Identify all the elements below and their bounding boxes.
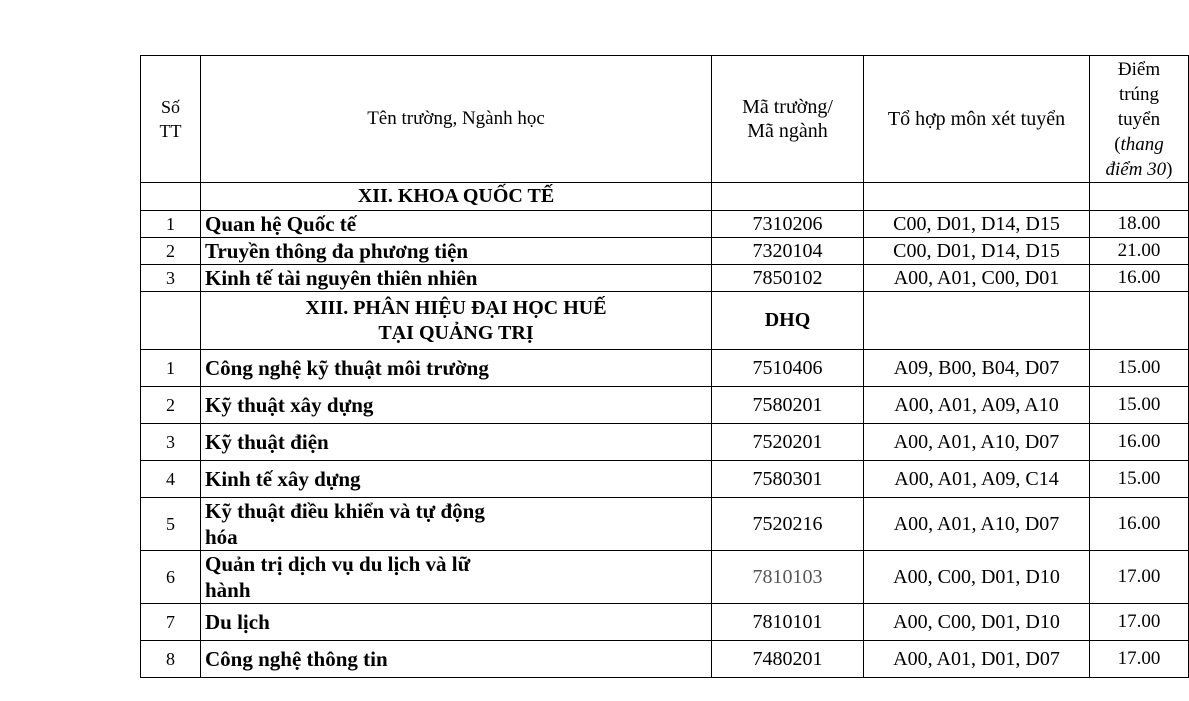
table-cell: 17.00 — [1090, 604, 1189, 641]
table-row — [141, 238, 1189, 265]
section-row — [141, 183, 1189, 211]
table-row — [141, 265, 1189, 292]
table-cell: A00, A01, A10, D07 — [864, 424, 1090, 461]
header-score: Điểm trúng tuyển (thang điểm 30) — [1090, 56, 1189, 183]
table-cell: 3 — [141, 424, 201, 461]
table-cell: Công nghệ kỹ thuật môi trường — [201, 350, 712, 387]
header-name: Tên trường, Ngành học — [201, 56, 712, 183]
table-cell: Kỹ thuật điều khiển và tự động hóa — [201, 498, 712, 551]
table-cell: A00, A01, A10, D07 — [864, 498, 1090, 551]
table-cell: Kỹ thuật xây dựng — [201, 387, 712, 424]
table-cell: A00, C00, D01, D10 — [864, 604, 1090, 641]
table-cell: A00, A01, C00, D01 — [864, 265, 1090, 292]
empty-cell — [141, 183, 201, 211]
table-cell: A00, C00, D01, D10 — [864, 551, 1090, 604]
table-cell: 16.00 — [1090, 265, 1189, 292]
table-cell: A00, A01, A09, A10 — [864, 387, 1090, 424]
table-cell: 17.00 — [1090, 551, 1189, 604]
table-cell: 7580201 — [712, 387, 864, 424]
section-code: DHQ — [712, 292, 864, 350]
table-cell: 7520216 — [712, 498, 864, 551]
table-cell: 6 — [141, 551, 201, 604]
table-cell: Quan hệ Quốc tế — [201, 211, 712, 238]
table-row — [141, 461, 1189, 498]
empty-cell — [712, 183, 864, 211]
table-row — [141, 387, 1189, 424]
table-cell: 16.00 — [1090, 498, 1189, 551]
table-cell: Du lịch — [201, 604, 712, 641]
header-row — [141, 56, 1189, 183]
table-cell: 3 — [141, 265, 201, 292]
empty-cell — [864, 183, 1090, 211]
table-cell: 15.00 — [1090, 350, 1189, 387]
table-cell: C00, D01, D14, D15 — [864, 238, 1090, 265]
section-row — [141, 292, 1189, 350]
table-cell: C00, D01, D14, D15 — [864, 211, 1090, 238]
table-cell: A00, A01, D01, D07 — [864, 641, 1090, 678]
table-cell: 7480201 — [712, 641, 864, 678]
header-combo: Tổ hợp môn xét tuyển — [864, 56, 1090, 183]
table-row — [141, 211, 1189, 238]
table-cell: 5 — [141, 498, 201, 551]
table-cell: 1 — [141, 211, 201, 238]
table-cell: 7810101 — [712, 604, 864, 641]
table-cell: 7 — [141, 604, 201, 641]
table-row — [141, 424, 1189, 461]
empty-cell — [1090, 292, 1189, 350]
table-cell: 7510406 — [712, 350, 864, 387]
table-cell: 16.00 — [1090, 424, 1189, 461]
table-row — [141, 498, 1189, 551]
table-cell: Quản trị dịch vụ du lịch và lữ hành — [201, 551, 712, 604]
table-cell: 7310206 — [712, 211, 864, 238]
table-cell: 17.00 — [1090, 641, 1189, 678]
table-cell: 7580301 — [712, 461, 864, 498]
empty-cell — [1090, 183, 1189, 211]
table-cell: A09, B00, B04, D07 — [864, 350, 1090, 387]
table-cell: 7850102 — [712, 265, 864, 292]
admission-score-table — [140, 55, 1189, 678]
table-cell: 2 — [141, 387, 201, 424]
table-cell: 7520201 — [712, 424, 864, 461]
table-cell: 18.00 — [1090, 211, 1189, 238]
table-cell: Kỹ thuật điện — [201, 424, 712, 461]
table-cell: Kinh tế tài nguyên thiên nhiên — [201, 265, 712, 292]
table-row — [141, 604, 1189, 641]
empty-cell — [864, 292, 1090, 350]
table-cell: 4 — [141, 461, 201, 498]
header-stt: Số TT — [141, 56, 201, 183]
section-title: XIII. PHÂN HIỆU ĐẠI HỌC HUẾ TẠI QUẢNG TRỊ — [201, 292, 712, 350]
table-cell: 7320104 — [712, 238, 864, 265]
table-cell: Truyền thông đa phương tiện — [201, 238, 712, 265]
table-cell: 15.00 — [1090, 387, 1189, 424]
header-code: Mã trường/ Mã ngành — [712, 56, 864, 183]
table-cell: 2 — [141, 238, 201, 265]
table-cell: A00, A01, A09, C14 — [864, 461, 1090, 498]
table-row — [141, 551, 1189, 604]
table-cell: Kinh tế xây dựng — [201, 461, 712, 498]
table-cell: 21.00 — [1090, 238, 1189, 265]
empty-cell — [141, 292, 201, 350]
table-cell: 15.00 — [1090, 461, 1189, 498]
table-cell: 8 — [141, 641, 201, 678]
table-cell: Công nghệ thông tin — [201, 641, 712, 678]
table-cell: 7810103 — [712, 551, 864, 604]
table-cell: 1 — [141, 350, 201, 387]
table-row — [141, 641, 1189, 678]
table-row — [141, 350, 1189, 387]
section-title: XII. KHOA QUỐC TẾ — [201, 183, 712, 211]
